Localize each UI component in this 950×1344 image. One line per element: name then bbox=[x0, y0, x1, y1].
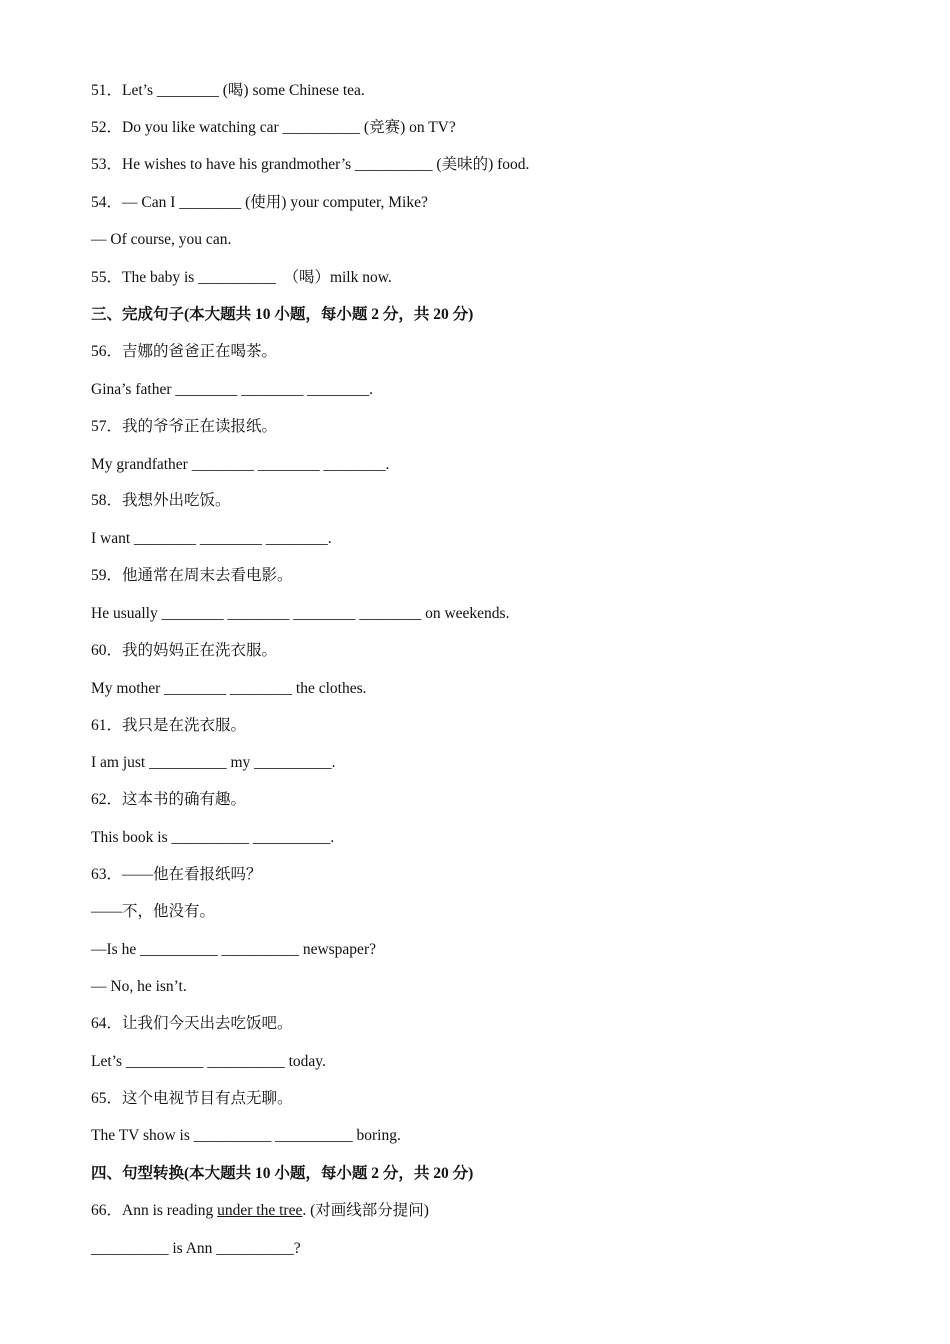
question-55: 55．The baby is __________ （喝）milk now. bbox=[91, 269, 392, 286]
question-66-underlined: under the tree bbox=[217, 1202, 303, 1219]
question-57-prompt: 57．我的爷爷正在读报纸。 bbox=[91, 418, 278, 435]
question-59-blank: He usually ________ ________ ________ ________ on weekends. bbox=[91, 605, 510, 622]
question-61-prompt: 61．我只是在洗衣服。 bbox=[91, 717, 247, 734]
question-59-prompt: 59．他通常在周末去看电影。 bbox=[91, 567, 293, 584]
question-58-blank: I want ________ ________ ________. bbox=[91, 530, 332, 547]
question-60-prompt: 60．我的妈妈正在洗衣服。 bbox=[91, 642, 278, 659]
question-53: 53．He wishes to have his grandmother’s __________ (美味的) food. bbox=[91, 156, 530, 173]
question-57-blank: My grandfather ________ ________ ________. bbox=[91, 456, 390, 473]
question-66-prefix: 66．Ann is reading bbox=[91, 1202, 218, 1219]
question-56-prompt: 56．吉娜的爸爸正在喝茶。 bbox=[91, 343, 278, 360]
question-51: 51．Let’s ________ (喝) some Chinese tea. bbox=[91, 82, 365, 99]
question-64-blank: Let’s __________ __________ today. bbox=[91, 1053, 326, 1070]
question-54: 54．— Can I ________ (使用) your computer, Mike? bbox=[91, 194, 428, 211]
question-66-prompt bbox=[91, 1201, 429, 1221]
question-62-prompt: 62．这本书的确有趣。 bbox=[91, 791, 247, 808]
question-65-prompt: 65．这个电视节目有点无聊。 bbox=[91, 1090, 293, 1107]
question-63-blank-answer: — No, he isn’t. bbox=[91, 978, 187, 995]
question-52: 52．Do you like watching car __________ (竞赛) on TV? bbox=[91, 119, 456, 136]
question-65-blank: The TV show is __________ __________ boring. bbox=[91, 1127, 401, 1144]
question-64-prompt: 64．让我们今天出去吃饭吧。 bbox=[91, 1015, 293, 1032]
question-63-prompt: 63．——他在看报纸吗？ bbox=[91, 866, 262, 883]
question-54-answer: — Of course, you can. bbox=[91, 231, 232, 248]
question-56-blank: Gina’s father ________ ________ ________. bbox=[91, 381, 373, 398]
question-61-blank: I am just __________ my __________. bbox=[91, 754, 336, 771]
question-60-blank: My mother ________ ________ the clothes. bbox=[91, 680, 367, 697]
question-58-prompt: 58．我想外出吃饭。 bbox=[91, 492, 231, 509]
question-66-suffix: . (对画线部分提问) bbox=[302, 1202, 429, 1219]
question-63-blank: —Is he __________ __________ newspaper? bbox=[91, 941, 376, 958]
section-heading-4: 四、句型转换(本大题共 10 小题，每小题 2 分，共 20 分) bbox=[91, 1165, 474, 1182]
question-66-blank: __________ is Ann __________? bbox=[91, 1240, 301, 1257]
section-heading-3: 三、完成句子(本大题共 10 小题，每小题 2 分，共 20 分) bbox=[91, 306, 474, 323]
question-62-blank: This book is __________ __________. bbox=[91, 829, 335, 846]
question-63-prompt-answer: ——不，他没有。 bbox=[91, 903, 216, 920]
